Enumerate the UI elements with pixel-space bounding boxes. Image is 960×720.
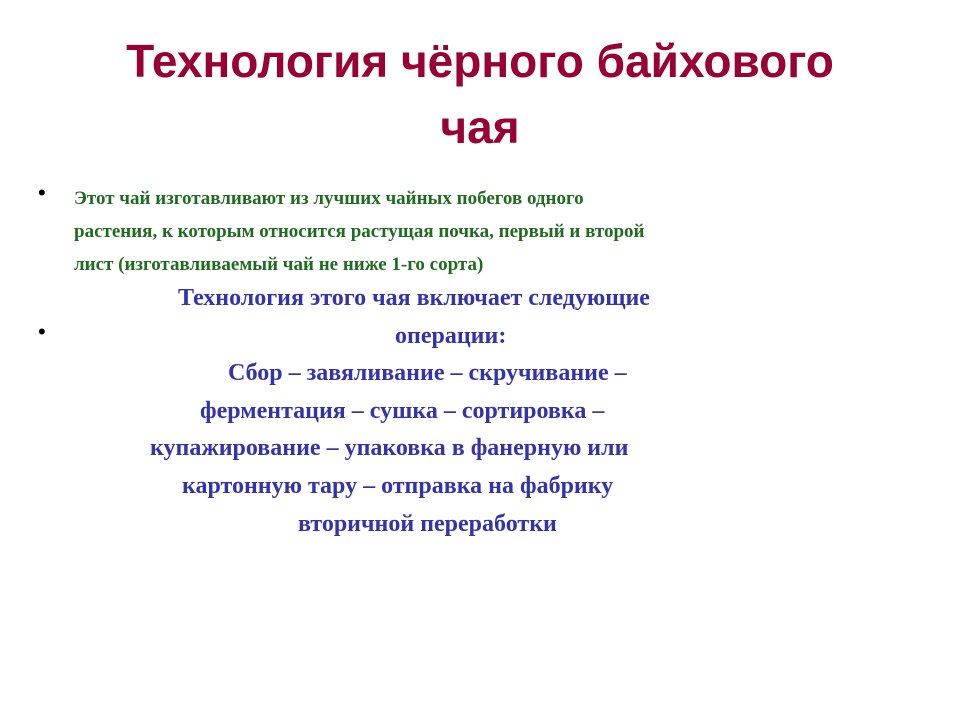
title-line-2: чая — [440, 101, 520, 153]
process-line: купажирование – упаковка в фанерную или — [150, 435, 629, 462]
process-line: операции: — [395, 322, 507, 349]
intro-line: лист (изготавливаемый чай не ниже 1-го сорта) — [74, 254, 484, 275]
process-line: вторичной переработки — [298, 510, 557, 537]
process-paragraph — [90, 280, 890, 543]
process-line: картонную тару – отправка на фабрику — [182, 472, 614, 499]
process-line: ферментация – сушка – сортировка – — [200, 397, 605, 424]
process-line: Технология этого чая включает следующие — [178, 285, 650, 311]
intro-paragraph — [74, 182, 894, 281]
intro-line: растения, к которым относится растущая почка, первый и второй — [74, 221, 645, 242]
process-line: Сбор – завяливание – скручивание – — [228, 360, 627, 387]
slide-title — [40, 28, 920, 160]
bullet-marker-1: • — [38, 180, 46, 205]
intro-line: Этот чай изготавливают из лучших чайных побегов одного — [74, 188, 584, 209]
bullet-marker-2: • — [38, 319, 46, 344]
title-line-1: Технология чёрного байхового — [126, 35, 834, 87]
